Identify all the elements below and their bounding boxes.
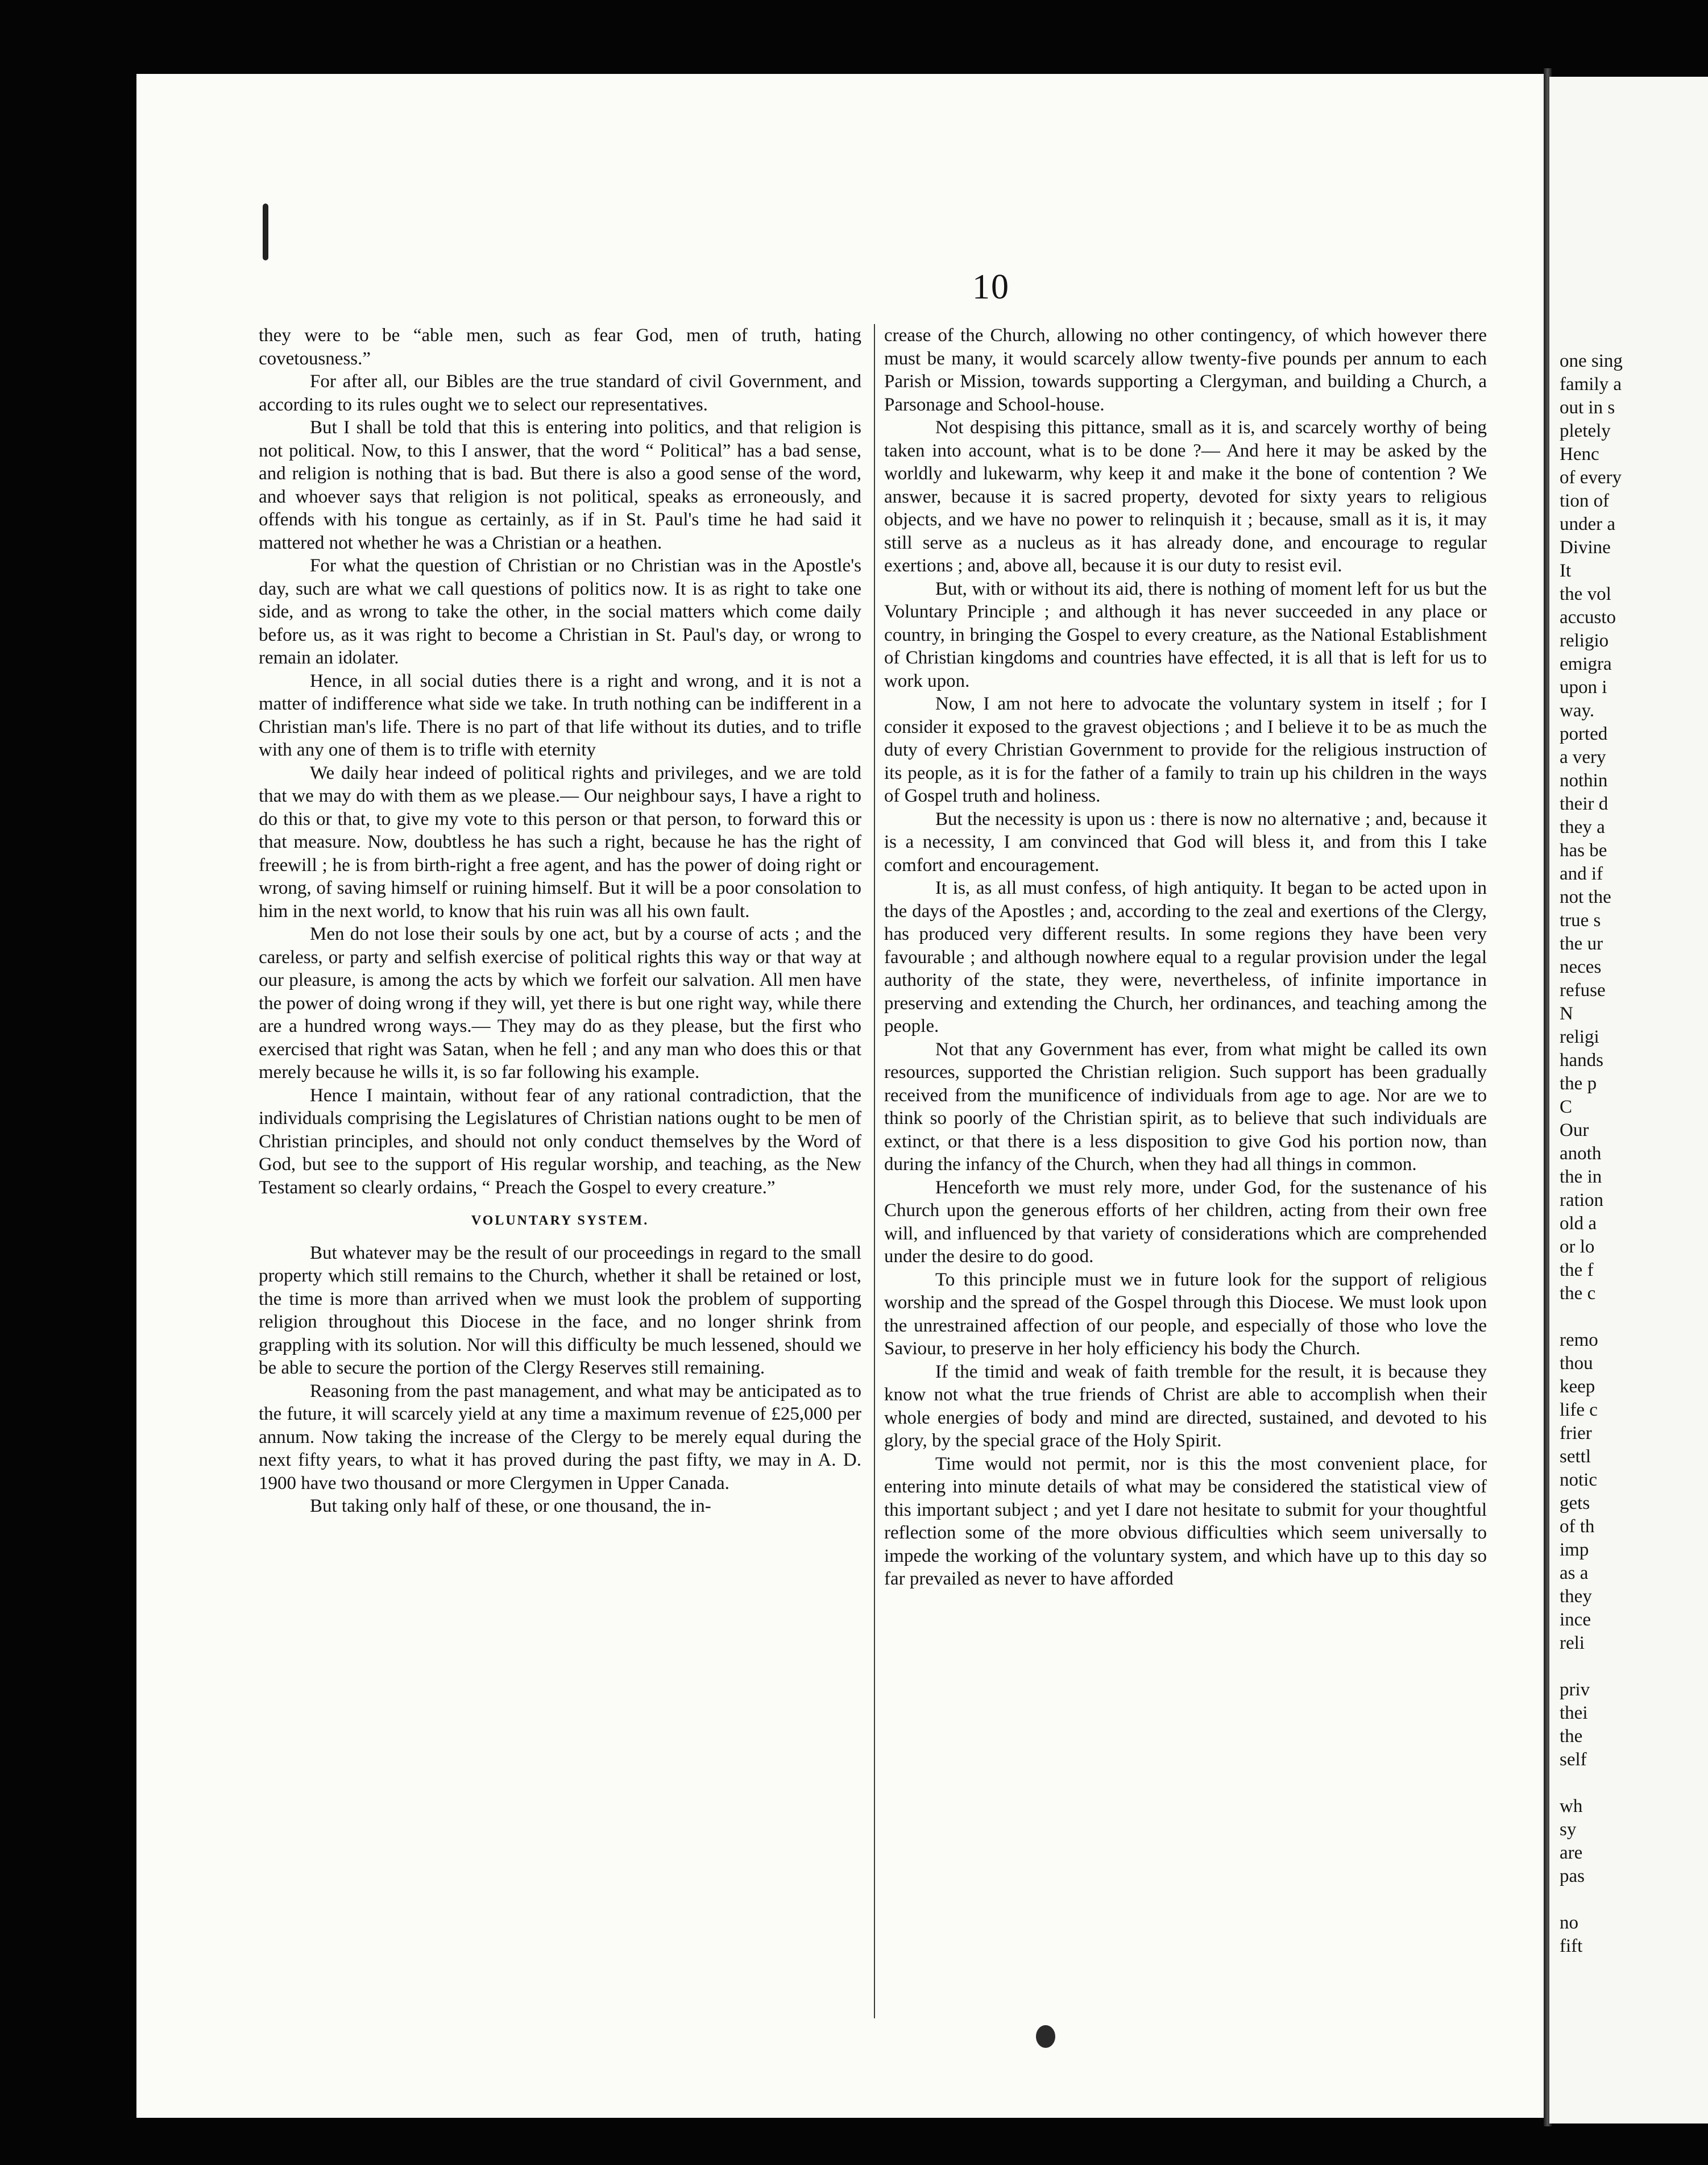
paragraph: Hence, in all social duties there is a right and wrong, and it is not a matter of indifference what side we take. In truth nothing can be indifferent in a Christian man's life. There is no part of that life without its duties, and to trifle with any one of them is to trifle with eternity [259,670,861,760]
text-fragment: old a [1560,1213,1597,1234]
text-fragment [1560,1655,1708,1678]
paragraph: If the timid and weak of faith tremble for the result, it is because they know not what the true friends of Christ are able to accomplish when their whole energies of body and mind are directed, sustained, and devoted to his glory, by the special grace of the Holy Spirit. [884,1361,1487,1451]
paragraph: We daily hear indeed of political rights and privileges, and we are told that we may do with them as we please.— Our neighbour says, I have a right to do this or that, to give my vote to this person or that person, to forward this or that measure. Now, doubtless he has such a right, because he has the right of freewill ; he is from birth-right a free agent, and has the power of doing right or wrong, of saving himself or ruining himself. But it will be a poor consolation to him in the next world, to know that his ruin was all his own fault. [259,762,861,922]
text-fragment: thei [1560,1703,1588,1723]
text-fragment: frier [1560,1423,1592,1444]
text-fragment: as a [1560,1563,1589,1583]
text-fragment: priv [1560,1679,1590,1700]
paragraph: Henceforth we must rely more, under God, for the sustenance of his Church upon the generous efforts of her children, acting from their own free will, and influenced by that variety of considerations which are comprehended under the desire to do good. [884,1177,1487,1267]
paragraph: Men do not lose their souls by one act, but by a course of acts ; and the careless, or party and selfish exercise of political rights this way or that way at our pleasure, is among the acts by which we forfeit our salvation. All men have the power of doing wrong if they will, yet there is but one right way, while there are a hundred wrong ways.— They may do as they please, but the first who exercised that right was Satan, when he fell ; and any man who does this or that merely because he wills it, is so far following his example. [259,924,861,1082]
text-fragment: they [1560,1586,1592,1607]
section-heading: VOLUNTARY SYSTEM. [471,1213,649,1228]
paragraph: Now, I am not here to advocate the voluntary system in itself ; for I consider it exposed to the gravest objections ; and I believe it to be as much the duty of every Christian Government to provide for the religious instruction of its people, as it is for the father of a family to train up his children in the ways of Gospel truth and holiness. [884,694,1487,806]
text-fragment: wh [1560,1796,1583,1816]
text-fragment: gets [1560,1493,1590,1513]
text-fragment: Divine [1560,537,1611,558]
paragraph: But whatever may be the result of our proceedings in regard to the small property which still remains to the Church, whether it shall be retained or lost, the time is more than arrived when we must look the problem of supporting religion throughout this Diocese in the face, and no longer shrink from grappling with its solution. Nor will this difficulty be much lessened, should we be able to secure the portion of the Clergy Reserves still remaining. [259,1242,861,1378]
text-fragment: of every [1560,467,1622,488]
text-fragment: anoth [1560,1143,1602,1164]
text-fragment: the f [1560,1260,1594,1280]
text-fragment: their d [1560,794,1608,814]
text-fragment: nothin [1560,770,1608,791]
text-fragment: or lo [1560,1237,1595,1257]
paragraph: But the necessity is upon us : there is now no alternative ; and, because it is a necessity, I am convinced that God will bless it, and from this I take comfort and encouragement. [884,808,1487,876]
text-fragment: ported [1560,724,1608,744]
text-fragment: they a [1560,817,1605,837]
paragraph: But, with or without its aid, there is nothing of moment left for us but the Voluntary Principle ; and although it has never succeeded in any place or country, in bringing the Gospel to every creature, as the National Establishment of Christian kingdoms and countries have effected, it is all that is left for us to work upon. [884,578,1487,691]
text-fragment: true s [1560,910,1601,931]
text-fragment: pas [1560,1866,1585,1886]
text-fragment: not the [1560,887,1611,907]
text-fragment: the ur [1560,934,1603,954]
text-fragment: self [1560,1749,1587,1770]
text-fragment: remo [1560,1330,1598,1350]
right-column [884,324,1487,2030]
text-fragment: the in [1560,1167,1602,1187]
page-number: 10 [972,268,1010,306]
text-fragment: neces [1560,957,1602,977]
text-fragment: way. [1560,700,1595,721]
text-fragment: Henc [1560,444,1599,464]
text-fragment [1560,1305,1708,1329]
text-fragment: out in s [1560,397,1615,418]
paragraph: Not that any Government has ever, from what might be called its own resources, supported the Christian religion. Such support has been gradually received from the munificence of individuals from age to age. Nor are we to think so poorly of the Christian spirit, as to believe that such individuals are extinct, or that there is a less disposition to give God his portion now, than during the infancy of the Church, when they had all things in common. [884,1039,1487,1175]
text-fragment: keep [1560,1376,1595,1397]
left-column [259,324,861,2030]
paragraph: It is, as all must confess, of high antiquity. It began to be acted upon in the days of the Apostles ; and, according to the zeal and exertions of the Clergy, has produced very different results. In some regions they have been very favourable ; and although nowhere equal to a regular provision under the legal authority of the state, they were, nevertheless, of infinite importance in preserving and extending the Church, her ordinances, and teaching among the people. [884,878,1487,1036]
text-fragment: religi [1560,1027,1599,1047]
text-fragment: sy [1560,1819,1577,1840]
text-fragment: It [1560,561,1572,581]
text-fragment: are [1560,1843,1583,1863]
text-fragment: religio [1560,631,1609,651]
text-fragment: ration [1560,1190,1603,1210]
paragraph: they were to be “able men, such as fear God, men of truth, hating covetousness.” [259,325,861,369]
text-fragment: refuse [1560,980,1606,1001]
ink-blot [1036,2025,1055,2048]
document-page [136,74,1549,2118]
text-fragment: family a [1560,374,1622,395]
text-fragment: life c [1560,1400,1598,1420]
text-fragment: fift [1560,1936,1583,1956]
text-fragment: imp [1560,1540,1589,1560]
text-fragment: of th [1560,1516,1595,1537]
text-fragment: the p [1560,1073,1597,1094]
paragraph: Reasoning from the past management, and what may be anticipated as to the future, it will scarcely yield at any time a maximum revenue of £25,000 per annum. Now taking the increase of the Clergy to be merely equal during the next fifty years, to what it has proved during the past fifty, we may in A. D. 1900 have two thousand or more Clergymen in Upper Canada. [259,1380,861,1494]
text-fragment: ince [1560,1610,1591,1630]
text-fragment: a very [1560,747,1606,768]
paragraph: Hence I maintain, without fear of any rational contradiction, that the individuals comprising the Legislatures of Christian nations ought to be men of Christian principles, and should not only conduct themselves by the Word of God, but see to the support of His regular worship, and teaching, as the New Testament so clearly ordains, “ Preach the Gospel to every creature.” [259,1085,861,1198]
paragraph: Time would not permit, nor is this the most convenient place, for entering into minute details of what may be considered the statistical view of this important subject ; and yet I dare not hesitate to submit for your thoughtful reflection some of the more obvious difficulties which seem universally to impede the working of the voluntary system, and which have up to this day so far prevailed as never to have afforded [884,1453,1487,1589]
paragraph: For what the question of Christian or no Christian was in the Apostle's day, such are what we call questions of politics now. It is as right to take one side, and as wrong to take the other, in the social matters which come daily before us, as it was right to become a Christian in St. Paul's day, or wrong to remain an idolater. [259,555,861,668]
paragraph: crease of the Church, allowing no other contingency, of which however there must be many, it would scarcely allow twenty-five pounds per annum to each Parish or Mission, towards supporting a Clergyman, and building a Church, a Parsonage and School-house. [884,325,1487,415]
paragraph: Not despising this pittance, small as it is, and scarcely worthy of being taken into account, what is to be done ?— And here it may be asked by the worldly and lukewarm, why keep it and make it the bone of contention ? We answer, because it is sacred property, devoted for sixty years to religious objects, and we have no power to relinquish it ; because, small as it is, it may still serve as a nucleus as it has already done, and encourage to regular exertions ; and, above all, because it is our duty to resist evil. [884,417,1487,576]
paragraph: But I shall be told that this is entering into politics, and that religion is not political. Now, to this I answer, that the word “ Political” has a bad sense, and religion is nothing that is bad. But there is also a good sense of the word, and whoever says that religion is not political, speaks as erroneously, and offends with his tongue as certainly, as if in St. Paul's time he had said it mattered not whether he was a Christian or a heathen. [259,417,861,553]
paragraph: For after all, our Bibles are the true standard of civil Government, and according to its rules ought we to select our representatives. [259,371,861,415]
text-fragment: accusto [1560,607,1616,628]
text-fragment: and if [1560,864,1603,884]
text-fragment: thou [1560,1353,1593,1374]
text-fragment: hands [1560,1050,1603,1071]
adjacent-page-text [1560,350,1708,1958]
adjacent-page [1549,77,1708,2123]
column-divider [874,324,875,2018]
text-fragment: has be [1560,840,1607,861]
text-fragment [1560,1772,1708,1795]
text-fragment [1560,1888,1708,1911]
text-fragment: emigra [1560,654,1612,674]
paragraph: But taking only half of these, or one thousand, the in- [310,1496,711,1516]
text-fragment: reli [1560,1633,1585,1653]
text-fragment: tion of [1560,491,1610,511]
text-fragment: Our [1560,1120,1589,1140]
text-fragment: pletely [1560,421,1611,441]
text-fragment: one sing [1560,351,1623,371]
text-fragment: under a [1560,514,1616,534]
ink-mark [263,204,268,260]
text-fragment: C [1560,1097,1573,1117]
text-fragment: notic [1560,1470,1597,1490]
text-fragment: N [1560,1003,1573,1024]
text-fragment: upon i [1560,677,1607,698]
text-fragment: no [1560,1913,1578,1933]
text-fragment: the [1560,1726,1583,1747]
text-fragment: settl [1560,1446,1591,1467]
paragraph: To this principle must we in future look for the support of religious worship and the spread of the Gospel through this Diocese. We must look upon the unrestrained affection of our people, and especially of those who love the Saviour, to preserve in her holy efficiency his body the Church. [884,1269,1487,1359]
text-fragment: the c [1560,1283,1596,1304]
text-fragment: the vol [1560,584,1611,604]
